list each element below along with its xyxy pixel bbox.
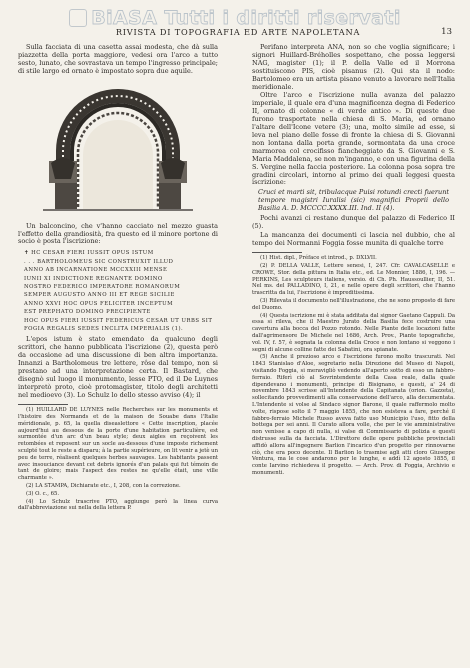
footnote: (3) Rilevata il documento nell'illustrazione, che ne sono proposto di fare del Duomo.: [252, 298, 455, 311]
library-logo-icon: [69, 9, 87, 27]
inscription-block: [24, 249, 218, 333]
footnote: (4) Lo Schulz trascrive PTO, aggiunge però la linea curva dall'abbreviazione sui nella della lettera P.: [18, 498, 218, 512]
inscription-line: SEMPER AUGUSTO ANNO III ET REGE SICILIE: [24, 292, 175, 299]
right-column: [252, 44, 455, 478]
inscription-line: NOSTRO FEDERICO IMPERATORE ROMANORUM: [24, 283, 181, 290]
running-title: RIVISTA DI TOPOGRAFIA ED ARTE NAPOLETANA: [115, 27, 361, 37]
footnote: (2) LA STAMPA, Dichiarate etc., I, 208, con la correzione.: [26, 483, 181, 490]
footnote: (5) Anche il prezioso arco e l'iscrizione furono molto trascurati. Nel 1843 Stanislao d'Aloe, segretario nella Direzione del Museo di Napoli, visitando Foggia, si meravigliò vedendo all'aperto sotto di esso un fabbro-ferraio. Riferì ciò al Sovrintendente della Casa reale, dalla quale dipendevano i monumenti, principe di Bisignano, e questi, a' 24 di novembre 1843 scrisse all'Intendente della Capitanata (orion. Gazzeta), sollecitando provvedimenti alla conservazione dell'arco, alla decumentata. L'Intendente si volse al Sindaco signor Barone, il quale raffermolo molto volte, rispose solto il 7 maggio 1855, che non esisteva a fare, perché il fabbro-ferraio Michele Russo aveva fatto uso Municipio l'uso, fitto della bottega per sei anni. Il Curato allora volle, che per le vie amministrative non venisse a capo di nulla, si valse di Commissario di polizia e questi distrusse sulla da facciata. L'Direttore delle opere pubbliche provinciali affidò allora all'ingegnere Barlion l'incarico d'un progetto per rinnovarne ciò, che era poco decente. Il Barlion lo trasmise agli atti cloro Giuseppe Ventura, ma le cose andarono per le lunghe, e addì 12 agosto 1855, il conte Iarvino richiedeva il progetto. — Arch. Prov. di Foggia, Archivio e monumenti.: [252, 354, 455, 476]
inscription-line: EST PREPHATO DOMINO PRECIPIENTE: [24, 309, 151, 316]
inscription-line: . . . BARTHOLOMEUS SIC CONSTRUXIT ILLUD: [24, 258, 174, 265]
body-paragraph: Oltre l'arco e l'iscrizione nulla avanza del palazzo imperiale, il quale era d'una magnificenza degna di Federico II, ornato di colonne « di verde antico ». Di queste due furono trasportate nella chiesa di S. Maria, ed ornano l'altare dell'Icone vetere (3); una, molto simile ad esse, si leva nel piano delle fosse di fronte la chiesa di S. Giovanni non lontana dalla porta grande, sormontata da una croce marmorea col crocifisso fiancheggiato da S. Giovanni e S. Maria Maddalena, se non m'inganno, e con una figurina della S. Vergine nella faccia posteriore. La colonna posa sopra tre gradini circolari, intorno al primo dei quali leggesi questa iscrizione:: [252, 91, 455, 187]
watermark-text: BiASA Tutti i diritti riservati: [91, 7, 401, 29]
footnote-divider: [252, 252, 302, 253]
inscription-line: ✝ HC CESAR FIERI IUSSIT OPUS ISTUM: [24, 250, 154, 257]
inscription-line: HOC OPUS FIERI IUSSIT FEDERICUS CESAR UT URBS SIT: [24, 317, 213, 324]
footnote: (4) Questa iscrizione mi è stata additata dal signor Gaetano Cappuli. Da essa si rileva, che il Maestro Jurato della Basilia fece costruire una cavertura alla bocca del Pozzo rotondo. Nelle Piante delle locazioni fatte dall'agrimensore De Michele nel 1686, Arch. Prov., Piante topografiche, vol. IV, f. 57, è segnata la colonna della Croce e non lontano si veggono i segni di alcune colline fatte dei Sabatini, ora spianate.: [252, 312, 455, 353]
body-paragraph: Perifano interpreta ANA, non so che voglia significare; i signori Huillard-Bréholles sospettano, che possa leggersi NAG, magister (1); il P. della Valle ed il Morrona sostituiscono PIS, cioè pisanus (2). Qui sta il nodo: Bartolomeo era un artista pisano venuto a lavorare nell'Italia meridionale.: [252, 43, 455, 91]
arch-caption-paragraph: Un balconcino, che v'hanno cacciato nel mezzo guasta l'effetto della grandiosità, fra questo ed il minore portone di socio è posta l'iscrizione:: [18, 221, 218, 246]
inscription-line: FOGIA REGALIS SEDES INCLITA IMPERIALIS (1).: [24, 326, 184, 332]
body-paragraph: L'epos istum è stato emendato da qualcuno degli scrittori, che hanno pubblicata l'iscrizione (2), questa però da occasione ad una discussione di ben altra importanza. Innanzi a Bartholomeus tre lettere, rôse dal tempo, non si prestano ad una interpretazione certa. Il Bastard, che disegnò sul luogo il monumento, lesse PTO, ed il De Luynes interpretò proto, cioè protomagister, titolo degli architetti nel medioevo (3). Lo Schulz lo dello stesso avviso (4); il: [18, 335, 218, 399]
inscription-line: ANNO XXVI HOC OPUS FELICITER INCEPTUM: [24, 300, 174, 307]
footnote: (2) P. DELLA VALLE, Lettere senesi, I, 247. Cfr. CAVALCASELLE e CROWE, Stor. della pittura in Italia etc., ed. Le Monnier, 1886, I, 196. — PERKINS, Les sculpteurs italiens, versio. di Ch. Ph. Haussoullier, II, 51. Nel ms. del PALLADINO, I, 21, e nelle opere degli scrittori, che l'hanno trascritta da lui, l'iscrizione è impreditissima.: [252, 263, 455, 297]
body-paragraph: Pochi avanzi ci restano dunque del palazzo di Federico II (5).: [252, 214, 455, 230]
intro-paragraph: Sulla facciata di una casetta assai modesta, che dà sulla piazzetta della porta maggiore, vedesi ora l'arco a tutto sesto, lunato, che sovrastava un tempo l'ingresso principale; di stile largo ed ornato è impostato sopra due aquile.: [18, 43, 218, 75]
footnote: (1) Hist. dipl., Préface et introd., p. DXLVII.: [260, 255, 377, 262]
footnote: (1) HUILLARD DE LUYNES nelle Recherches sur les monuments et l'histoire des Normands et de la maison de Souabe dans l'Italie méridionale, p. 65, la quella diseaslettore « Cette inscription, placée aujourd'hui au dessous de la porte d'une habitation particulière, est surmontée d'un arc d'un beau style; deux aigles en reçoivent les retombées et reposent sur un socle au-dessous d'une imposte richement sculpté tout le reste a disparu; à la partie supérieure, on lit venir a jetè un peu de terre, réalisent quelques herbes sauvages. Les habitants passent avec insouciance devant cet debris ignorés d'un palais qui fut témoin de tant de gloire; mais l'aspect des restes ne qu'elle était, une ville charmante ».: [18, 407, 219, 482]
footnote-divider: [18, 404, 68, 405]
body-paragraph: La mancanza dei documenti ci lascia nel dubbio, che al tempo dei Normanni Foggia fosse munita di qualche torre: [252, 230, 455, 247]
footnote: (3) O. c., 65.: [26, 490, 60, 497]
inscription-line: ANNO AB INCARNATIONE MCCXXIII MENSE: [24, 267, 168, 274]
left-column: [18, 44, 218, 513]
column-inscription-quote: Cruci et marti sit, tribulacque Puisi rotundi crecti fuerunt tempore magistri Iuralisi (sic) magnifici Proprii dello Basilia A. D. MCCCC.XXXX.III. Ind. II (4).: [258, 188, 449, 213]
inscription-line: IUNII XI INDICTIONE REGNANTE DOMINO: [24, 275, 163, 282]
page-number: 13: [441, 27, 452, 37]
arch-engraving-illustration: [43, 79, 193, 219]
